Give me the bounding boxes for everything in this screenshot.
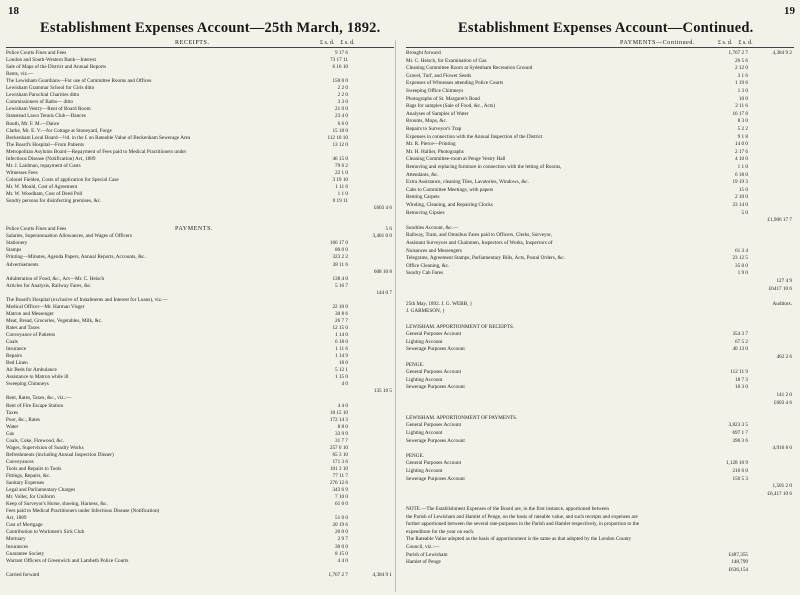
amount-column-1: 1 1 0 [337, 191, 348, 197]
amount-column-1: 2 17 6 [735, 148, 748, 155]
ledger-item-label: Police Courts Fines and Fees [6, 226, 67, 233]
ledger-item-label: Sundry persons for disinfecting premises, &c. [6, 198, 102, 205]
ledger-item-label: expenditure for the year on each. [406, 528, 475, 535]
amount-column-1: 38 11 6 [332, 261, 348, 268]
amount-column-1: 18 0 [338, 360, 348, 367]
ledger-item-label: further apportioned between the several rate-purposes in the Parish and Hamlet respectively, in proportion to the [406, 521, 640, 528]
ledger-item-label: Keep of Surveyor's Horse, shoeing, Harness, &c. [6, 501, 108, 508]
amount-column-1: £636,154 [728, 566, 748, 573]
amount-column-1: 5 16 7 [335, 282, 348, 289]
ledger-item-label: Coals [6, 339, 18, 346]
amount-column-1: 8 8 0 [337, 423, 348, 430]
amount-column-1: 1 14 9 [335, 353, 348, 360]
amount-column-1: 8 3 0 [737, 118, 748, 125]
ledger-item-label: Mr. W. Woodham, Cost of Deed Poll [6, 191, 83, 197]
amount-column-1: 18 15 10 [329, 409, 348, 416]
ledger-item-label: Mr. Voller, for Uniform [6, 494, 55, 501]
amount-column-1: 2 2 0 [337, 85, 348, 92]
amount-column-1: 15 18 0 [332, 127, 348, 134]
ledger-item-label: Sundry Cab Fares [406, 270, 444, 277]
ledger-item-label: Taxes [6, 409, 19, 416]
ledger-item-label: Mr. R. Pierce—Printing [406, 141, 456, 148]
ledger-item-label: Parish of Lewisham [406, 551, 448, 558]
amount-column-1: 1 11 6 [335, 183, 348, 190]
ledger-item-label: Commissioners of Baths— ditto [6, 99, 74, 106]
ledger-item-label: Expenses in connection with the Annual Inspection of the District [406, 133, 543, 140]
ledger-item-label: Photographs of St. Margaret's Road [406, 95, 480, 102]
amount-column-1: 2 10 0 [735, 194, 748, 201]
ledger-item-label: Sewerage Purposes Account [406, 346, 465, 353]
ledger-item-label: Stamps [6, 247, 22, 254]
ledger-item-label: Infectious Disease (Notification) Act, 1889 [6, 155, 96, 162]
ledger-item-label: Sewerage Purposes Account [406, 437, 465, 444]
ledger-item-label: General Purposes Account [406, 460, 462, 467]
amount-column-1: 7 10 0 [335, 494, 348, 501]
amount-column-1: 40 13 0 [732, 346, 748, 353]
ledger-item-label: Coals, Coke, Firewood, &c. [6, 437, 65, 444]
ledger-item-label: Hamlet of Penge [406, 559, 441, 566]
ledger-item-label: Mortuary [6, 536, 26, 543]
ledger-item-label: Sweeping Office Chimneys [406, 88, 464, 94]
amount-column-1: 26 5 6 [735, 57, 748, 64]
amount-column-1: 61 3 4 [735, 247, 748, 254]
amount-column-1: 13 12 0 [332, 141, 348, 148]
ledger-item-label: Telegrams, Agreement Stamps, Parliamentary Bills, Acts, Postal Orders, &c. [406, 255, 565, 262]
amount-column-2: 135 10 5 [373, 388, 392, 395]
ledger-item-label: Winding, Cleaning, and Repairing Clocks [406, 202, 493, 208]
ledger-item-label: Police Courts Fines and Fees [6, 50, 67, 56]
divider [406, 47, 794, 48]
ledger-item-label: General Purposes Account [406, 422, 462, 429]
ledger-item-label: Mr. W. Mould, Cost of Agreement [6, 183, 78, 190]
amount-column-1: 2 2 0 [337, 92, 348, 99]
ledger-item-label: Metropolitan Asylums Board—Repayment of Fees paid to Medical Practitioners under [6, 148, 187, 155]
amount-column-1: 166 17 0 [329, 240, 348, 247]
ledger-item-label: Sewerage Purposes Account [406, 475, 465, 482]
ledger-item-label: Adulteration of Food, &c., Act—Mr. C. Heisch [6, 275, 105, 282]
ledger-item-label: Cleaning Committee Room at Sydenham Recreation Ground [406, 65, 533, 72]
ledger-item-label: Rents, viz.— [6, 71, 34, 78]
ledger-item-label: Lighting Account [406, 468, 443, 474]
ledger-row [406, 566, 794, 574]
amount-column-1: 148,799 [731, 559, 748, 566]
amount-column-1: 5 0 [741, 209, 748, 216]
ledger-item-label: the Parish of Lewisham and Hamlet of Penge, on the basis of rateable value, and such receipts and expenses are [406, 513, 638, 520]
ledger-item-label: Railway, Tram, and Omnibus Fares paid to Officers, Clerks, Surveyor, [406, 232, 553, 239]
amount-column-1: 22 10 0 [332, 303, 348, 310]
ledger-item-label: Nuisances and Messengers [406, 247, 462, 254]
amount-column-1: 1,128 10 9 [725, 460, 748, 467]
amount-column-2: 608 10 8 [373, 268, 392, 275]
amount-column-1: 6 18 0 [335, 339, 348, 346]
ledger-item-label: Lighting Account [406, 376, 443, 383]
ledger-item-label: The Lewisham Guardians—For use of Committee Rooms and Offices [6, 78, 152, 85]
amount-column-2: 141 2 0 [776, 392, 792, 398]
amount-column-2: 4,384 9 2 [772, 50, 792, 56]
ledger-item-label: Insurances [6, 543, 29, 550]
ledger-item-label: Fittings, Repairs, &c. [6, 473, 51, 479]
amount-column-1: 20 19 6 [332, 522, 348, 529]
amount-column-1: 396 3 6 [732, 437, 748, 444]
amount-column-1: 20 0 0 [335, 529, 348, 536]
ledger-item-label: Renting Carpets [406, 194, 440, 201]
amount-column-1: 276 12 6 [329, 480, 348, 487]
amount-column-1: 30 8 6 [335, 310, 348, 317]
amount-column-1: 171 3 6 [332, 458, 348, 465]
amount-column-2: £1,906 17 7 [767, 217, 792, 224]
ledger-item-label: Conveyances [6, 458, 34, 465]
ledger-item-label: Mr. C. Heisch, for Examination of Gas [406, 57, 487, 64]
ledger-item-label: Clarke, Mr. E. V.—for Cottage at Stoneyard, Forge [6, 127, 112, 134]
amount-column-2: Auditors. [772, 300, 792, 307]
amount-column-1: 16 17 8 [732, 110, 748, 117]
ledger-item-label: Lewisham Grammar School for Girls ditto [6, 85, 95, 92]
amount-column-2: 3,401 0 0 [372, 233, 392, 240]
amount-column-1: 77 11 7 [332, 473, 348, 479]
ledger-item-label: Tools and Repairs to Tools [6, 465, 62, 472]
ledger-item-label: Office Cleaning, &c. [406, 262, 450, 269]
ledger-item-label: Mr. J. Laidman, repayment of Costs [6, 162, 81, 169]
amount-column-2: 144 0 7 [376, 289, 392, 296]
amount-column-1: 10 0 [738, 95, 748, 102]
amount-column-1: 4 10 0 [735, 156, 748, 163]
ledger-item-label: Insurance [6, 346, 27, 353]
ledger-item-label: Bed Linen [6, 360, 28, 367]
amount-column-2: £603 4 6 [373, 205, 392, 212]
ledger-item-label: Attendants, &c. [406, 171, 439, 178]
amount-column-2: 1,501 2 0 [772, 483, 792, 490]
ledger-item-label: Gravel, Turf, and Flower Seeds [406, 72, 472, 79]
amount-column-1: 3 1 6 [737, 72, 748, 79]
amount-column-1: 6 6 0 [337, 120, 348, 127]
amount-column-1: 6 18 0 [735, 171, 748, 178]
amount-column-1: 22 1 0 [335, 169, 348, 176]
ledger-item-label: Refreshments (including Annual Inspection Dinner) [6, 451, 114, 458]
ledger-item-label: Wages, Supervision of Sundry Works [6, 444, 84, 451]
page-title: Establishment Expenses Account—Continued. [458, 20, 754, 36]
amount-column-1: 1 9 0 [737, 270, 748, 277]
amount-column-1: 4 0 [341, 381, 348, 388]
ledger-item-label: Cleaning Committee-room at Penge Vestry Hall [406, 156, 506, 163]
ledger-item-label: Mr. H. Hallier, Photographs [406, 148, 464, 155]
ledger-item-label: Repairs to Surveyor's Trap [406, 126, 462, 132]
amount-column-1: 18 7 3 [735, 376, 748, 383]
ledger-item-label: Sewerage Purposes Account [406, 384, 465, 391]
ledger-item-label: Cost of Mortgage [6, 522, 43, 529]
ledger-item-label: Salaries, Superannuation Allowances, and Wages of Officers [6, 233, 132, 240]
ledger-item-label: PENGE. [406, 452, 425, 459]
ledger-item-label: Repairs [6, 353, 22, 360]
ledger-item-label: Advertisements [6, 261, 39, 268]
ledger-item-label: Assistance to Matron while ill [6, 374, 69, 381]
amount-column-1: 15 0 [738, 186, 748, 193]
amount-column-1: 3,823 3 5 [728, 422, 748, 429]
ledger-item-label: General Purposes Account [406, 369, 462, 376]
ledger-item-label: Printing—Minutes, Agenda Papers, Annual Reports, Accounts, &c. [6, 254, 146, 261]
amount-column-1: 79 6 2 [335, 162, 348, 169]
receipts-heading: RECEIPTS. [175, 40, 210, 46]
ledger-row [6, 571, 394, 579]
ledger-item-label: Fees paid to Medical Practitioners under Infectious Disease (Notification) [6, 508, 160, 515]
amount-column-1: 150 0 0 [332, 78, 348, 85]
amount-column-1: £487,355 [728, 551, 748, 558]
amount-column-1: 101 3 10 [329, 465, 348, 472]
amount-column-2: 4,916 8 6 [772, 445, 792, 452]
amount-column-1: 67 5 2 [735, 338, 748, 345]
ledger-item-label: Lewisham Vestry—Rent of Board Room [6, 106, 91, 113]
amount-column-1: 19 19 3 [732, 179, 748, 186]
amount-column-1: 26 7 7 [335, 317, 348, 324]
amount-column-1: 2 11 6 [735, 103, 748, 110]
ledger-item-label: Removing and replacing furniture in connection with the letting of Rooms, [406, 164, 562, 170]
ledger-item-label: Conveyance of Patients [6, 332, 55, 338]
page-number: 18 [8, 5, 19, 17]
ledger-item-label: Warrant Officers of Greenwich and Lambeth Police Courts [6, 557, 129, 564]
ledger-item-label: Sweeping Chimneys [6, 381, 49, 388]
amount-column-1: 1,767 2 7 [328, 571, 348, 578]
amount-column-2: 127 4 9 [776, 278, 792, 284]
ledger-item-label: Removing Gipsies [406, 209, 445, 216]
ledger-item-label: Gas [6, 430, 15, 437]
amount-column-2: 462 2 6 [776, 354, 792, 360]
amount-column-1: 35 0 0 [735, 262, 748, 269]
amount-column-1: 354 3 7 [732, 331, 748, 338]
amount-column-1: 4 4 0 [337, 402, 348, 409]
ledger-item-label: LEWISHAM. APPORTIONMENT OF RECEIPTS. [406, 323, 515, 330]
ledger-item-label: Routh, Mr. F. M.—Dance [6, 120, 60, 127]
amount-column-1: 1 19 6 [735, 80, 748, 87]
amount-column-1: 23 4 0 [335, 113, 348, 120]
divider [6, 47, 394, 48]
ledger-item-label: Water [6, 423, 19, 430]
amount-column-1: 12 15 0 [332, 324, 348, 331]
amount-column-2: £603 4 6 [773, 399, 792, 406]
ledger-item-label: Assistant Surveyors and Chainmen, Inspectors of Works, Inspectors of [406, 240, 553, 246]
page-number: 19 [784, 5, 795, 17]
amount-column-2: 4,384 9 1 [372, 571, 392, 578]
amount-column-1: 112 10 10 [327, 134, 348, 141]
amount-column-1: 2 12 0 [735, 65, 748, 72]
amount-column-1: 61 0 0 [335, 501, 348, 508]
amount-column-1: 3 19 10 [332, 176, 348, 183]
amount-column-1: 51 0 0 [335, 515, 348, 522]
ledger-item-label: Council, viz.:— [406, 544, 440, 550]
amount-column-1: 4 4 0 [337, 557, 348, 564]
ledger-item-label: The Board's Hospital (exclusive of Instalments and Interest for Loans), viz.— [6, 296, 168, 303]
amount-column-1: 65 3 10 [332, 451, 348, 458]
ledger-item-label: Stationery [6, 240, 28, 247]
ledger-item-label: Colonel Fielden, Costs of application for Special Case [6, 176, 119, 183]
amount-column-1: 216 6 0 [732, 468, 748, 474]
amount-column-1: 0 19 11 [332, 198, 348, 205]
amount-column-2: 5 6 [385, 226, 392, 233]
ledger-item-label: Guarantee Society [6, 550, 45, 557]
ledger-item-label: PENGE. [406, 361, 425, 368]
amount-column-1: 112 11 9 [730, 369, 748, 376]
amount-column-1: 23 14 0 [732, 202, 748, 208]
ledger-item-label: Contribution to Workmen's Sick Club [6, 529, 85, 536]
amount-column-1: 9 17 6 [335, 50, 348, 56]
page-title: Establishment Expenses Account—25th March, 1892. [40, 20, 381, 36]
amount-column-1: 6 16 10 [332, 64, 348, 71]
amount-column-1: 8 15 0 [335, 550, 348, 557]
amount-column-2: £6,417 10 6 [767, 490, 792, 497]
amount-column-1: 138 4 0 [332, 275, 348, 282]
ledger-item-label: Sundries Account, &c.— [406, 224, 459, 231]
amount-column-1: 30 0 0 [335, 543, 348, 550]
amount-column-1: 9 1 8 [737, 133, 748, 140]
ledger-item-label: NOTE.—The Establishment Expenses of the Board are, in the first instance, apportioned between [406, 506, 609, 512]
ledger-item-label: Lighting Account [406, 338, 443, 345]
ledger-item-label: Air Beds for Ambulance [6, 367, 57, 374]
amount-column-1: 5 12 1 [335, 367, 348, 374]
money-column-header: £ s. d. £ s. d. [718, 40, 753, 46]
amount-column-1: 10 3 0 [735, 384, 748, 391]
ledger-item-label: Sale of Maps of the District and Annual Reports [6, 64, 106, 71]
amount-column-2: £6417 10 6 [768, 285, 792, 292]
ledger-item-label: Rent of Fire Escape Station [6, 402, 64, 409]
amount-column-1: 80 0 0 [335, 247, 348, 254]
amount-column-1: 1 11 6 [335, 346, 348, 353]
amount-column-1: 31 7 7 [335, 437, 348, 444]
amount-column-1: 2 9 7 [337, 536, 348, 543]
ledger-item-label: The Board's Hospital—From Patients [6, 141, 85, 148]
ledger-item-label: Brought forward [406, 50, 441, 56]
ledger-item-label: J. GARMESON, } [406, 308, 445, 315]
ledger-item-label: Expenses of Witnesses attending Police Courts [406, 80, 504, 87]
amount-column-1: 1 14 0 [335, 332, 348, 338]
ledger-item-label: Carried forward [6, 571, 40, 578]
amount-column-1: 697 1 7 [732, 430, 748, 436]
ledger-item-label: General Purposes Account [406, 331, 462, 338]
amount-column-1: 21 0 0 [335, 106, 348, 113]
amount-column-1: 156 5 3 [732, 475, 748, 482]
amount-column-1: 23 12 5 [732, 255, 748, 262]
ledger-item-label: Lighting Account [406, 430, 443, 436]
amount-column-1: 1 3 0 [737, 88, 748, 94]
payments-heading: PAYMENTS. [175, 226, 214, 232]
amount-column-1: 343 6 9 [332, 487, 348, 494]
ledger-item-label: Beckenham Local Board—½d. in the £ on Rateable Value of Beckenham Sewerage Area [6, 134, 191, 141]
amount-column-1: 33 9 9 [335, 430, 348, 437]
amount-column-1: 323 2 2 [332, 254, 348, 261]
ledger-item-label: Act, 1889 [6, 515, 27, 522]
ledger-item-label: Legal and Parliamentary Charges [6, 487, 76, 494]
gutter-line [395, 40, 396, 592]
ledger-item-label: Meat, Bread, Groceries, Vegetables, Milk, &c. [6, 317, 103, 324]
payments-continued-heading: PAYMENTS—Continued. [620, 40, 696, 46]
ledger-item-label: Bags for samples (Sale of Food, &c., Acts) [406, 103, 496, 110]
ledger-item-label: Articles for Analysis, Railway Fares, &c. [6, 282, 92, 289]
ledger-item-label: Matron and Messenger [6, 310, 54, 317]
ledger-item-label: Rates and Taxes [6, 324, 40, 331]
ledger-item-label: Sanitary Expenses [6, 480, 45, 487]
amount-column-1: 1 15 0 [335, 374, 348, 381]
amount-column-1: 3 3 0 [337, 99, 348, 106]
amount-column-1: 14 0 0 [735, 141, 748, 148]
ledger-item-label: Poor, &c., Rates [6, 416, 40, 423]
ledger-item-label: Cabs to Committee Meetings, with papers [406, 186, 494, 193]
ledger-item-label: Stanstead Lawn Tennis Club—Dances [6, 113, 86, 120]
ledger-item-label: Medical Officer—Mr. Harman Visger [6, 303, 85, 310]
ledger-item-label: London and South-Western Bank—Interest [6, 57, 96, 64]
ledger-item-label: Witnesses Fees [6, 169, 38, 176]
right-page [400, 0, 800, 595]
money-column-header: £ s. d. £ s. d. [320, 40, 355, 46]
ledger-item-label: Brooms, Mops, &c. [406, 118, 448, 125]
amount-column-1: 5 2 2 [737, 126, 748, 132]
amount-column-1: 257 0 10 [329, 444, 348, 451]
amount-column-1: 172 14 3 [329, 416, 348, 423]
ledger-item-label: LEWISHAM. APPORTIONMENT OF PAYMENTS. [406, 414, 518, 421]
ledger-item-label: Lewisham Parochial Charities ditto [6, 92, 80, 99]
ledger-item-label: Extra Assistance, cleaning Tiles, Lavatories, Windows, &c. [406, 179, 529, 186]
ledger-item-label: Rent, Rates, Taxes, &c., viz.:— [6, 395, 72, 402]
amount-column-1: 73 17 11 [330, 57, 348, 64]
amount-column-1: 46 15 0 [332, 155, 348, 162]
amount-column-1: 1 1 0 [737, 164, 748, 170]
ledger-item-label: The Rateable Value adopted as the basis of apportionment is the same as that adopted by the London County [406, 536, 632, 543]
ledger-item-label: Analyses of Samples of Water [406, 110, 469, 117]
amount-column-1: 1,767 2 7 [728, 50, 748, 56]
ledger-item-label: 25th May, 1892. J. G. WEBB, } [406, 300, 473, 307]
